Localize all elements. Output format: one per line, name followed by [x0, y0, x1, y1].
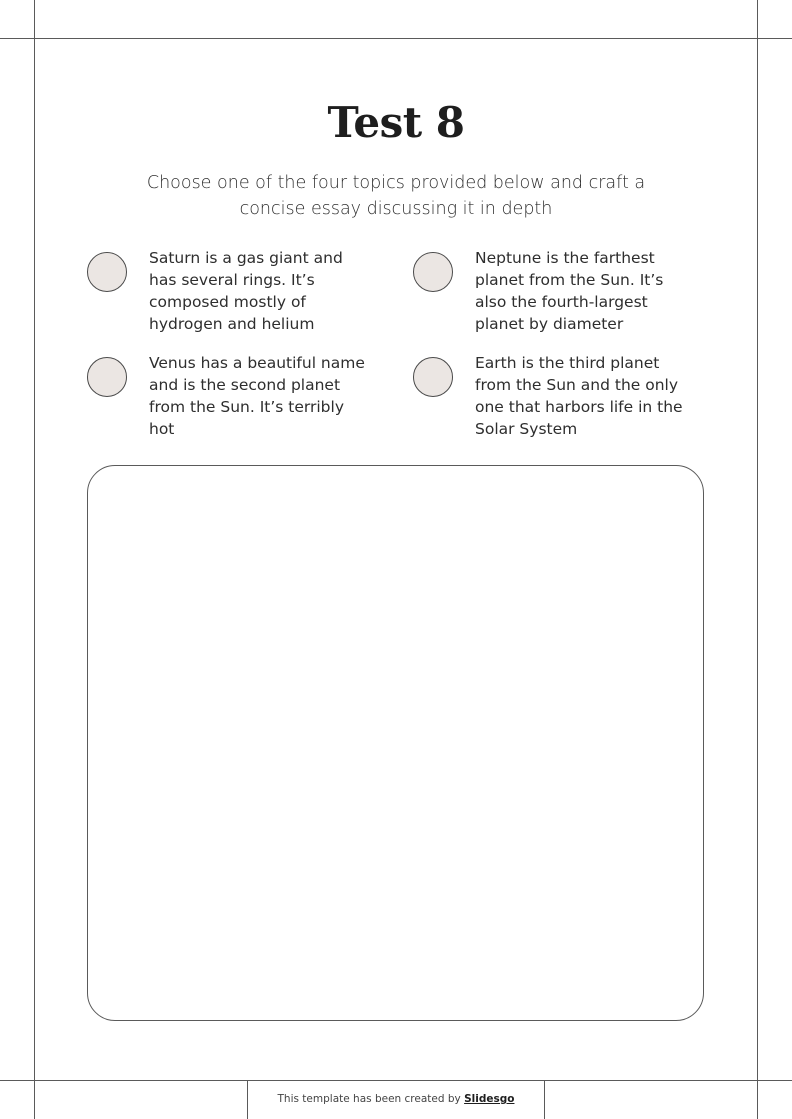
frame-left-line [34, 0, 35, 1119]
footer-divider-right [544, 1080, 545, 1119]
frame-bottom-line [0, 1080, 792, 1081]
essay-answer-box[interactable] [87, 465, 704, 1021]
topic-text: Venus has a beautiful name and is the second planet from the Sun. It’s terribly hot [149, 354, 365, 438]
radio-circle-icon[interactable] [413, 357, 453, 397]
frame-right-line [757, 0, 758, 1119]
topic-text: Neptune is the farthest planet from the Sun. It’s also the fourth-largest planet by diameter [475, 249, 664, 333]
page-title: Test 8 [327, 98, 465, 147]
radio-circle-icon[interactable] [87, 252, 127, 292]
radio-circle-icon[interactable] [413, 252, 453, 292]
instructions-text: Choose one of the four topics provided below and craft a concise essay discussing it in depth [146, 173, 646, 219]
topic-text: Saturn is a gas giant and has several rings. It’s composed mostly of hydrogen and helium [149, 249, 343, 333]
slidesgo-link[interactable]: Slidesgo [464, 1093, 515, 1105]
footer-credit-prefix: This template has been created by [277, 1093, 465, 1105]
frame-top-line [0, 38, 792, 39]
footer-credit [248, 1093, 544, 1105]
topic-text: Earth is the third planet from the Sun and the only one that harbors life in the Solar System [475, 354, 683, 438]
radio-circle-icon[interactable] [87, 357, 127, 397]
